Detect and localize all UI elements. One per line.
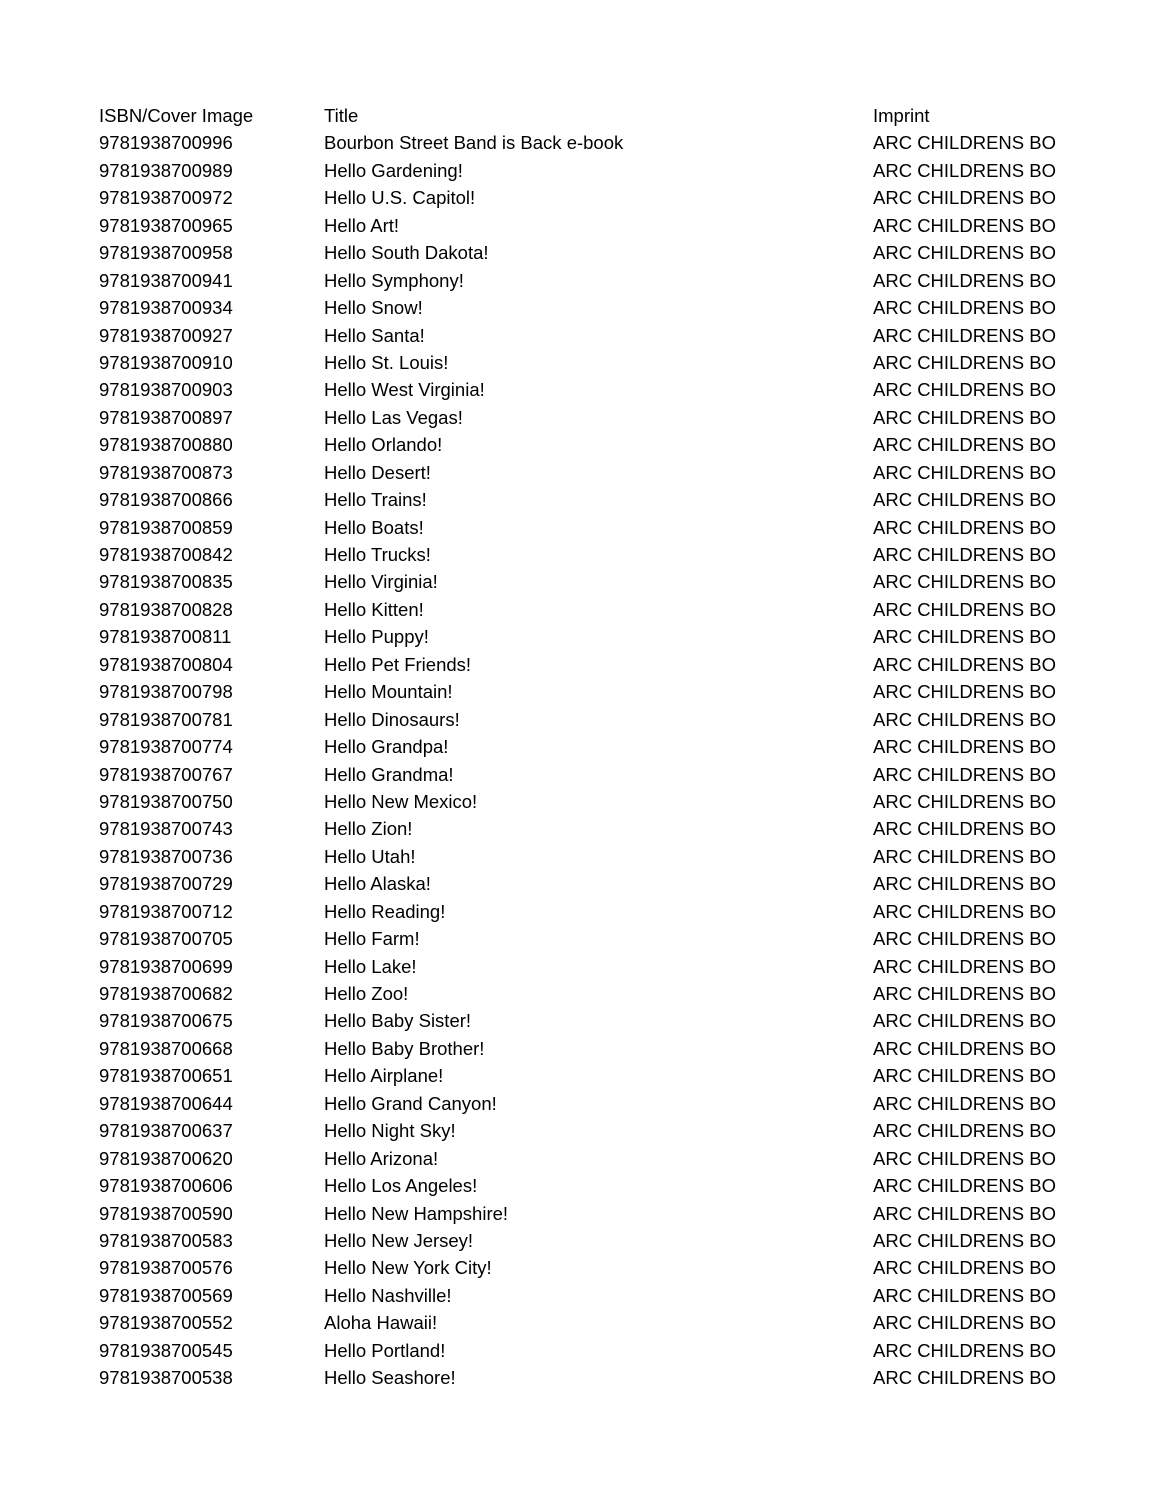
isbn-cell: 9781938700781 xyxy=(99,708,233,730)
imprint-cell: ARC CHILDRENS BO xyxy=(873,1367,1056,1389)
title-cell: Hello Pet Friends! xyxy=(324,653,472,675)
imprint-cell: ARC CHILDRENS BO xyxy=(873,653,1056,675)
table-row xyxy=(0,322,1156,349)
isbn-cell: 9781938700958 xyxy=(99,242,233,264)
imprint-cell: ARC CHILDRENS BO xyxy=(873,544,1056,565)
isbn-cell: 9781938700767 xyxy=(99,763,233,785)
title-cell: Hello Santa! xyxy=(324,324,425,346)
title-cell: Hello Lake! xyxy=(324,955,417,977)
table-row xyxy=(0,486,1156,513)
isbn-cell: 9781938700774 xyxy=(99,736,233,758)
table-row xyxy=(0,953,1156,980)
title-cell: Hello Airplane! xyxy=(324,1065,444,1087)
imprint-cell: ARC CHILDRENS BO xyxy=(873,598,1056,620)
header-title: Title xyxy=(324,105,359,126)
imprint-cell: ARC CHILDRENS BO xyxy=(873,1065,1056,1087)
title-cell: Hello Night Sky! xyxy=(324,1120,456,1142)
imprint-cell: ARC CHILDRENS BO xyxy=(873,681,1056,703)
table-row xyxy=(0,1172,1156,1199)
imprint-cell: ARC CHILDRENS BO xyxy=(873,324,1056,346)
isbn-cell: 9781938700712 xyxy=(99,900,233,922)
title-cell: Hello South Dakota! xyxy=(324,242,489,264)
imprint-cell: ARC CHILDRENS BO xyxy=(873,269,1056,291)
table-row xyxy=(0,733,1156,760)
title-cell: Hello Baby Sister! xyxy=(324,1010,472,1032)
imprint-cell: ARC CHILDRENS BO xyxy=(873,736,1056,758)
table-row xyxy=(0,870,1156,897)
isbn-cell: 9781938700620 xyxy=(99,1147,233,1169)
table-row xyxy=(0,1117,1156,1144)
imprint-cell: ARC CHILDRENS BO xyxy=(873,1229,1056,1251)
isbn-cell: 9781938700699 xyxy=(99,955,233,977)
isbn-cell: 9781938700651 xyxy=(99,1065,233,1087)
table-row xyxy=(0,1282,1156,1309)
title-cell: Hello Art! xyxy=(324,214,400,236)
title-cell: Hello Mountain! xyxy=(324,681,453,703)
title-cell: Hello Desert! xyxy=(324,461,431,483)
table-row xyxy=(0,212,1156,239)
table-row xyxy=(0,843,1156,870)
table-row xyxy=(0,404,1156,431)
header-isbn: ISBN/Cover Image xyxy=(99,105,254,126)
isbn-cell: 9781938700866 xyxy=(99,489,233,511)
isbn-cell: 9781938700859 xyxy=(99,516,233,538)
isbn-cell: 9781938700750 xyxy=(99,790,233,812)
imprint-cell: ARC CHILDRENS BO xyxy=(873,159,1056,181)
imprint-cell: ARC CHILDRENS BO xyxy=(873,1175,1056,1197)
isbn-cell: 9781938700927 xyxy=(99,324,233,346)
isbn-cell: 9781938700842 xyxy=(99,544,233,565)
isbn-cell: 9781938700705 xyxy=(99,928,233,950)
table-row xyxy=(0,349,1156,376)
isbn-cell: 9781938700965 xyxy=(99,214,233,236)
imprint-cell: ARC CHILDRENS BO xyxy=(873,379,1056,401)
title-cell: Hello West Virginia! xyxy=(324,379,485,401)
isbn-cell: 9781938700835 xyxy=(99,571,233,593)
imprint-cell: ARC CHILDRENS BO xyxy=(873,1092,1056,1114)
title-cell: Hello Alaska! xyxy=(324,873,431,895)
title-cell: Hello U.S. Capitol! xyxy=(324,187,476,209)
isbn-cell: 9781938700606 xyxy=(99,1175,233,1197)
title-cell: Hello Utah! xyxy=(324,845,416,867)
title-cell: Hello Trains! xyxy=(324,489,427,511)
table-row xyxy=(0,815,1156,842)
table-row xyxy=(0,1337,1156,1364)
imprint-cell: ARC CHILDRENS BO xyxy=(873,1147,1056,1169)
table-row xyxy=(0,925,1156,952)
title-cell: Hello Baby Brother! xyxy=(324,1037,485,1059)
title-cell: Hello Arizona! xyxy=(324,1147,439,1169)
table-row xyxy=(0,1254,1156,1281)
imprint-cell: ARC CHILDRENS BO xyxy=(873,1037,1056,1059)
imprint-cell: ARC CHILDRENS BO xyxy=(873,928,1056,950)
table-row xyxy=(0,1200,1156,1227)
isbn-cell: 9781938700644 xyxy=(99,1092,233,1114)
imprint-cell: ARC CHILDRENS BO xyxy=(873,461,1056,483)
isbn-cell: 9781938700743 xyxy=(99,818,233,840)
isbn-cell: 9781938700545 xyxy=(99,1339,233,1361)
table-row xyxy=(0,1090,1156,1117)
isbn-cell: 9781938700668 xyxy=(99,1037,233,1059)
title-cell: Hello New Jersey! xyxy=(324,1229,474,1251)
table-body xyxy=(0,129,1156,1391)
isbn-cell: 9781938700552 xyxy=(99,1312,233,1334)
title-cell: Hello Virginia! xyxy=(324,571,438,593)
isbn-cell: 9781938700873 xyxy=(99,461,233,483)
title-cell: Hello Kitten! xyxy=(324,598,424,620)
title-cell: Hello Trucks! xyxy=(324,544,431,565)
title-cell: Hello Zion! xyxy=(324,818,413,840)
title-cell: Hello St. Louis! xyxy=(324,351,449,373)
imprint-cell: ARC CHILDRENS BO xyxy=(873,489,1056,511)
isbn-cell: 9781938700675 xyxy=(99,1010,233,1032)
isbn-cell: 9781938700811 xyxy=(99,626,232,648)
table-row xyxy=(0,459,1156,486)
imprint-cell: ARC CHILDRENS BO xyxy=(873,763,1056,785)
table-row xyxy=(0,980,1156,1007)
title-cell: Hello Seashore! xyxy=(324,1367,456,1389)
table-row xyxy=(0,239,1156,266)
title-cell: Hello Grand Canyon! xyxy=(324,1092,497,1114)
title-cell: Aloha Hawaii! xyxy=(324,1312,438,1334)
table-row xyxy=(0,376,1156,403)
table-row xyxy=(0,514,1156,541)
imprint-cell: ARC CHILDRENS BO xyxy=(873,516,1056,538)
imprint-cell: ARC CHILDRENS BO xyxy=(873,708,1056,730)
imprint-cell: ARC CHILDRENS BO xyxy=(873,790,1056,812)
table-row xyxy=(0,623,1156,650)
imprint-cell: ARC CHILDRENS BO xyxy=(873,983,1056,1004)
spreadsheet-table xyxy=(0,102,1156,1392)
table-row xyxy=(0,898,1156,925)
table-row xyxy=(0,568,1156,595)
title-cell: Hello Reading! xyxy=(324,900,446,922)
imprint-cell: ARC CHILDRENS BO xyxy=(873,845,1056,867)
title-cell: Hello Orlando! xyxy=(324,434,443,456)
table-row xyxy=(0,541,1156,568)
imprint-cell: ARC CHILDRENS BO xyxy=(873,626,1056,648)
isbn-cell: 9781938700538 xyxy=(99,1367,233,1389)
table-row xyxy=(0,1062,1156,1089)
isbn-cell: 9781938700576 xyxy=(99,1257,233,1279)
title-cell: Hello New York City! xyxy=(324,1257,492,1279)
imprint-cell: ARC CHILDRENS BO xyxy=(873,1010,1056,1032)
isbn-cell: 9781938700804 xyxy=(99,653,233,675)
title-cell: Hello Farm! xyxy=(324,928,420,950)
title-cell: Hello Las Vegas! xyxy=(324,406,463,428)
title-cell: Hello Dinosaurs! xyxy=(324,708,460,730)
table-row xyxy=(0,651,1156,678)
isbn-cell: 9781938700989 xyxy=(99,159,233,181)
title-cell: Hello Symphony! xyxy=(324,269,464,291)
table-row xyxy=(0,184,1156,211)
title-cell: Hello Boats! xyxy=(324,516,424,538)
table-row xyxy=(0,431,1156,458)
imprint-cell: ARC CHILDRENS BO xyxy=(873,818,1056,840)
table-row xyxy=(0,267,1156,294)
isbn-cell: 9781938700729 xyxy=(99,873,233,895)
imprint-cell: ARC CHILDRENS BO xyxy=(873,187,1056,209)
imprint-cell: ARC CHILDRENS BO xyxy=(873,900,1056,922)
table-row xyxy=(0,596,1156,623)
title-cell: Hello Puppy! xyxy=(324,626,429,648)
title-cell: Hello New Mexico! xyxy=(324,790,478,812)
title-cell: Bourbon Street Band is Back e-book xyxy=(324,132,624,154)
isbn-cell: 9781938700828 xyxy=(99,598,233,620)
table-row xyxy=(0,706,1156,733)
imprint-cell: ARC CHILDRENS BO xyxy=(873,242,1056,264)
table-row xyxy=(0,761,1156,788)
title-cell: Hello New Hampshire! xyxy=(324,1202,509,1224)
header-imprint: Imprint xyxy=(873,105,930,126)
isbn-cell: 9781938700897 xyxy=(99,406,233,428)
title-cell: Hello Los Angeles! xyxy=(324,1175,478,1197)
table-row xyxy=(0,1007,1156,1034)
imprint-cell: ARC CHILDRENS BO xyxy=(873,1257,1056,1279)
title-cell: Hello Grandpa! xyxy=(324,736,449,758)
imprint-cell: ARC CHILDRENS BO xyxy=(873,1202,1056,1224)
isbn-cell: 9781938700910 xyxy=(99,351,233,373)
isbn-cell: 9781938700583 xyxy=(99,1229,233,1251)
isbn-cell: 9781938700637 xyxy=(99,1120,233,1142)
imprint-cell: ARC CHILDRENS BO xyxy=(873,1284,1056,1306)
isbn-cell: 9781938700798 xyxy=(99,681,233,703)
title-cell: Hello Grandma! xyxy=(324,763,454,785)
isbn-cell: 9781938700880 xyxy=(99,434,233,456)
table-row xyxy=(0,788,1156,815)
isbn-cell: 9781938700941 xyxy=(99,269,233,291)
imprint-cell: ARC CHILDRENS BO xyxy=(873,1120,1056,1142)
isbn-cell: 9781938700682 xyxy=(99,983,233,1004)
isbn-cell: 9781938700736 xyxy=(99,845,233,867)
table-row xyxy=(0,1309,1156,1336)
isbn-cell: 9781938700934 xyxy=(99,297,233,319)
table-row xyxy=(0,294,1156,321)
imprint-cell: ARC CHILDRENS BO xyxy=(873,571,1056,593)
table-row xyxy=(0,678,1156,705)
table-row xyxy=(0,1364,1156,1391)
imprint-cell: ARC CHILDRENS BO xyxy=(873,406,1056,428)
imprint-cell: ARC CHILDRENS BO xyxy=(873,297,1056,319)
title-cell: Hello Zoo! xyxy=(324,983,409,1004)
imprint-cell: ARC CHILDRENS BO xyxy=(873,1339,1056,1361)
title-cell: Hello Gardening! xyxy=(324,159,463,181)
isbn-cell: 9781938700569 xyxy=(99,1284,233,1306)
imprint-cell: ARC CHILDRENS BO xyxy=(873,351,1056,373)
title-cell: Hello Nashville! xyxy=(324,1284,452,1306)
table-row xyxy=(0,1227,1156,1254)
imprint-cell: ARC CHILDRENS BO xyxy=(873,1312,1056,1334)
isbn-cell: 9781938700972 xyxy=(99,187,233,209)
table-row xyxy=(0,157,1156,184)
imprint-cell: ARC CHILDRENS BO xyxy=(873,132,1056,154)
imprint-cell: ARC CHILDRENS BO xyxy=(873,955,1056,977)
table-row xyxy=(0,129,1156,156)
table-row xyxy=(0,1035,1156,1062)
imprint-cell: ARC CHILDRENS BO xyxy=(873,214,1056,236)
table-row xyxy=(0,1145,1156,1172)
imprint-cell: ARC CHILDRENS BO xyxy=(873,873,1056,895)
title-cell: Hello Portland! xyxy=(324,1339,446,1361)
isbn-cell: 9781938700903 xyxy=(99,379,233,401)
isbn-cell: 9781938700590 xyxy=(99,1202,233,1224)
title-cell: Hello Snow! xyxy=(324,297,423,319)
imprint-cell: ARC CHILDRENS BO xyxy=(873,434,1056,456)
isbn-cell: 9781938700996 xyxy=(99,132,233,154)
header-row xyxy=(0,102,1156,129)
